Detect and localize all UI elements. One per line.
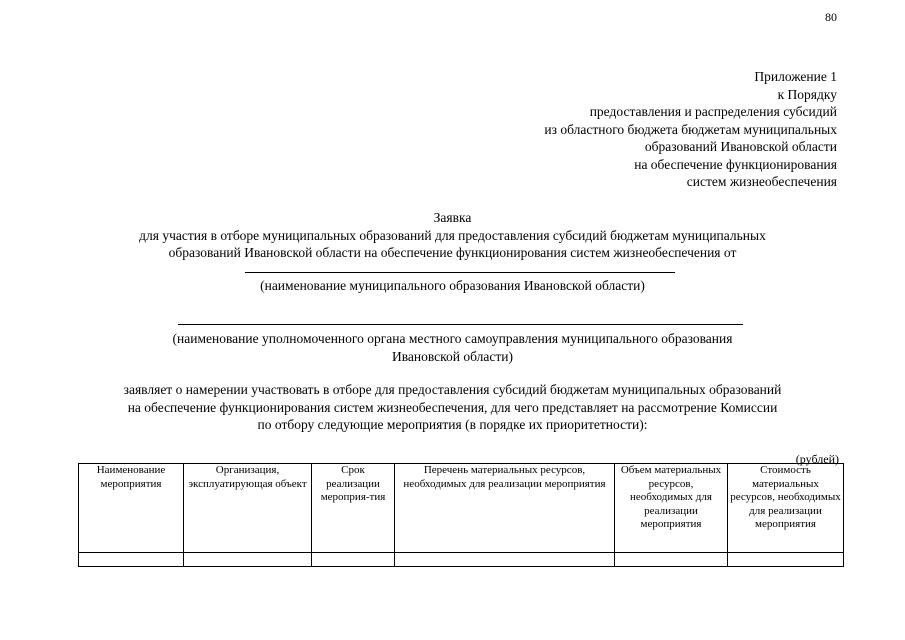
column-header: Срок реализации мероприя-тия <box>312 464 395 553</box>
units-label: (рублей) <box>795 452 839 466</box>
authority-caption <box>0 330 905 365</box>
appendix-line: Приложение 1 <box>754 69 837 84</box>
table-cell <box>79 553 184 567</box>
appendix-header <box>544 68 837 191</box>
municipality-caption <box>0 277 905 295</box>
table-cell <box>395 553 615 567</box>
column-header: Перечень материальных ресурсов, необходимых для реализации мероприятия <box>395 464 615 553</box>
title-line: для участия в отборе муниципальных образований для предоставления субсидий бюджетам муниципальных <box>139 227 766 243</box>
column-header: Наименование мероприятия <box>79 464 184 553</box>
table-cell <box>728 553 844 567</box>
column-header: Объем материальных ресурсов, необходимых для реализации мероприятия <box>615 464 728 553</box>
table-cell <box>184 553 312 567</box>
title-heading: Заявка <box>433 210 472 225</box>
appendix-line: систем жизнеобеспечения <box>686 174 837 189</box>
caption-text: (наименование уполномоченного органа местного самоуправления муниципального образования <box>172 331 733 346</box>
statement-line: заявляет о намерении участвовать в отборе для предоставления субсидий бюджетам муниципальных образований <box>123 382 782 397</box>
appendix-line: предоставления и распределения субсидий <box>589 104 837 119</box>
appendix-line: к Порядку <box>777 86 837 102</box>
document-title <box>0 209 905 262</box>
title-line: образований Ивановской области на обеспечение функционирования систем жизнеобеспечения от <box>168 245 737 260</box>
statement-paragraph <box>0 381 905 434</box>
appendix-line: из областного бюджета бюджетам муниципальных <box>544 121 837 137</box>
table-cell <box>615 553 728 567</box>
table-row <box>79 553 844 567</box>
municipality-fill-line <box>245 272 675 273</box>
authority-fill-line <box>178 324 743 325</box>
table-cell <box>312 553 395 567</box>
measures-table <box>78 463 844 567</box>
statement-line: на обеспечение функционирования систем жизнеобеспечения, для чего представляет на рассмотрение Комиссии <box>127 399 778 415</box>
appendix-line: на обеспечение функционирования <box>634 156 837 172</box>
column-header: Стоимость материальных ресурсов, необходимых для реализации мероприятия <box>728 464 844 553</box>
page-number: 80 <box>825 10 837 24</box>
caption-text: (наименование муниципального образования Ивановской области) <box>260 278 645 293</box>
caption-text: Ивановской области) <box>391 348 514 364</box>
appendix-line: образований Ивановской области <box>644 139 837 154</box>
column-header: Организация, эксплуатирующая объект <box>184 464 312 553</box>
statement-line: по отбору следующие мероприятия (в порядке их приоритетности): <box>257 417 648 432</box>
table-header-row <box>79 464 844 553</box>
